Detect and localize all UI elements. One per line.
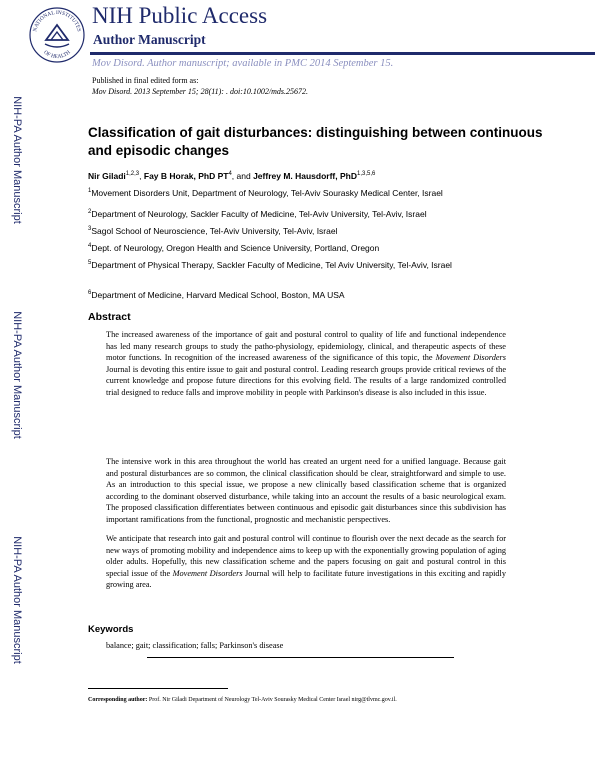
affiliation	[88, 224, 518, 237]
abstract-text: We anticipate that research into gait and postural control will continue to flourish over the next decade as the search for new ways of promoting mobility and independence aims to keep up with the exponentially growing population of aging older adults. Hopefully, this new classification scheme and the papers focusing on gait and postural control in this special issue of the	[106, 534, 506, 578]
affiliation	[88, 241, 518, 254]
published-label: Published in final edited form as:	[92, 76, 199, 85]
sidebar-text: NIH-PA Author Manuscript	[11, 311, 24, 439]
section-divider	[147, 657, 454, 658]
affiliation-text: Department of Neurology, Sackler Faculty of Medicine, Tel-Aviv University, Tel-Aviv, Israel	[91, 208, 427, 219]
svg-text:NATIONAL INSTITUTES	[32, 10, 81, 32]
affiliation	[88, 207, 518, 220]
abstract-paragraph-2	[106, 456, 506, 525]
footnote-rule	[88, 688, 228, 689]
author-list	[88, 171, 375, 181]
logo-top-text: NATIONAL INSTITUTES	[32, 9, 82, 33]
corresponding-author-footnote	[88, 697, 397, 703]
author-sup: 4	[228, 171, 232, 178]
affiliation-sup: 4	[88, 243, 92, 249]
abstract-heading: Abstract	[88, 311, 131, 323]
nih-seal-logo	[28, 6, 86, 64]
affiliation-text: Department of Physical Therapy, Sackler Faculty of Medicine, Tel Aviv University, Tel-Aviv, Israel	[91, 259, 452, 270]
article-title: Classification of gait disturbances: distinguishing between continuous and episodic changes	[88, 125, 543, 158]
affiliation-text: Department of Medicine, Harvard Medical School, Boston, MA USA	[91, 289, 345, 300]
affiliation-sup: 1	[88, 188, 92, 194]
affiliation-sup: 6	[88, 290, 92, 296]
citation-line: Mov Disord. 2013 September 15; 28(11): . doi:10.1002/mds.25672.	[92, 87, 308, 96]
affiliation	[88, 288, 518, 301]
sidebar-text: NIH-PA Author Manuscript	[11, 536, 24, 664]
abstract-text: Journal is devoting this entire issue to gait and postural control. Leading research groups provide critical reviews of the current knowledge and propose future directions for this evolving field. The results of a large randomized controlled trial designed to reduce falls and improve mobility in people with Parkinson's disease is also included in this issue.	[106, 364, 506, 397]
author-name: Fay B Horak, PhD PT	[143, 171, 229, 181]
abstract-text: Journal will help to facilitate future investigations in this exciting and rapidly growing area.	[106, 568, 506, 589]
footnote-label: Corresponding author:	[88, 697, 148, 703]
header-subtitle: Author Manuscript	[93, 32, 206, 47]
svg-text:OF HEALTH	[42, 49, 71, 60]
logo-bottom-text: OF HEALTH	[42, 49, 72, 61]
affiliation-text: Dept. of Neurology, Oregon Health and Science University, Portland, Oregon	[91, 242, 380, 253]
author-sup: 1,2,3	[125, 171, 140, 178]
journal-name: Movement Disorders	[435, 353, 507, 362]
affiliation	[88, 186, 518, 199]
sidebar-label-top	[7, 85, 27, 235]
abstract-text: The intensive work in this area throughout the world has created an urgent need for a unified language. Because gait and postural disturbances are so common, the clinical classification should be clear, straightforward and simple to use. As an introduction to this special issue, we propose a new clinically based classification scheme that is organized according to the dominant observed disturbance, while taking into an account the results of a basic neurological exam. The proposed classification differentiates between continuous and episodic gait disturbances since this subdivision has important ramifications from the functional, prognostic and mechanistic perspectives.	[106, 457, 506, 524]
author-name: Jeffrey M. Hausdorff, PhD	[253, 171, 357, 181]
journal-name: Movement Disorders	[172, 568, 243, 578]
sidebar-label-middle	[7, 300, 27, 450]
affiliation-sup: 2	[88, 209, 92, 215]
affiliation-sup: 3	[88, 226, 92, 232]
author-separator: ,	[139, 171, 144, 181]
abstract-paragraph-3	[106, 533, 506, 591]
abstract-paragraph-1	[106, 329, 506, 398]
keywords-heading: Keywords	[88, 624, 134, 635]
author-name: Nir Giladi	[88, 171, 126, 181]
affiliation-text: Movement Disorders Unit, Department of Neurology, Tel-Aviv Sourasky Medical Center, Israel	[91, 187, 443, 198]
header-rule	[90, 52, 595, 55]
author-separator: , and	[231, 171, 254, 181]
affiliation-sup: 5	[88, 260, 92, 266]
header-journal-line: Mov Disord. Author manuscript; available in PMC 2014 September 15.	[92, 58, 394, 69]
sidebar-text: NIH-PA Author Manuscript	[11, 96, 24, 224]
affiliation-text: Sagol School of Neuroscience, Tel-Aviv University, Tel-Aviv, Israel	[91, 225, 338, 236]
sidebar-label-bottom	[7, 525, 27, 675]
keywords-list: balance; gait; classification; falls; Parkinson's disease	[106, 641, 284, 650]
footnote-text: Prof. Nir Giladi Department of Neurology Tel-Aviv Sourasky Medical Center Israel nirg@tlvmc.gov.il.	[147, 697, 397, 703]
abstract-text: The increased awareness of the importance of gait and postural control to quality of life and functional independence has led many research groups to study the patho-physiology, epidemiology, clinical, and therapeutic aspects of these motor functions. In recognition of the increased awareness of the significance of this topic, the	[106, 330, 506, 362]
author-sup: 1,3,5,6	[356, 171, 376, 178]
header-title: NIH Public Access	[92, 3, 268, 28]
affiliation	[88, 258, 518, 271]
